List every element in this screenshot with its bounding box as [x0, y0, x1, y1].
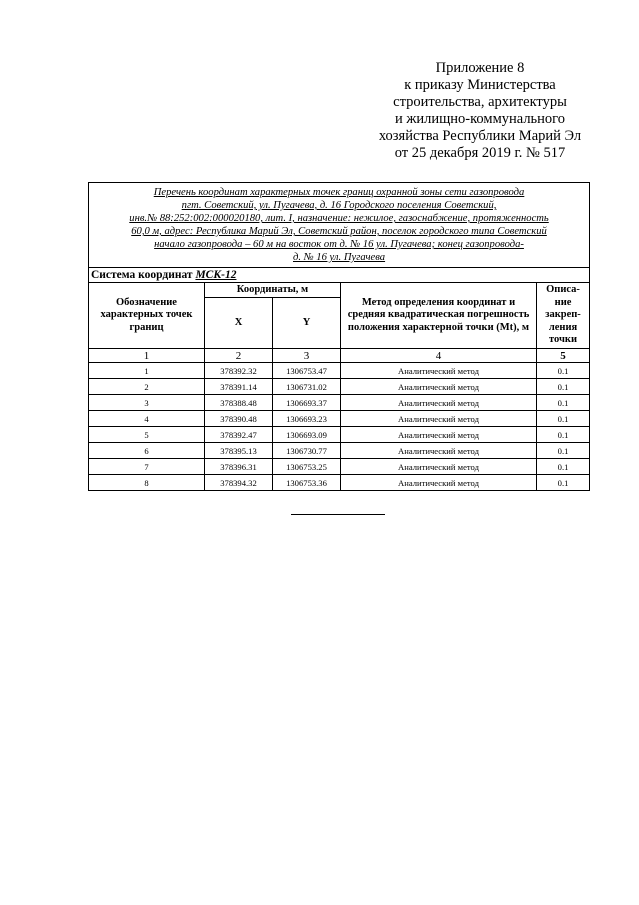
cell-x: 378392.32 [205, 363, 273, 379]
cell-method: Аналитический метод [341, 475, 537, 491]
table-row [89, 427, 590, 443]
cell-method: Аналитический метод [341, 363, 537, 379]
column-numbers-row [89, 349, 590, 363]
header-method: Метод определения координат и средняя квадратическая погрешность положения характерной точки (Mt), м [341, 283, 537, 349]
cell-point: 7 [89, 459, 205, 475]
cell-x: 378391.14 [205, 379, 273, 395]
cell-y: 1306693.23 [273, 411, 341, 427]
cell-mt: 0.1 [537, 379, 590, 395]
cell-y: 1306753.47 [273, 363, 341, 379]
header-x: X [205, 298, 273, 349]
cell-x: 378390.48 [205, 411, 273, 427]
cell-point: 2 [89, 379, 205, 395]
column-number: 1 [89, 349, 205, 363]
cell-y: 1306693.37 [273, 395, 341, 411]
table-row [89, 411, 590, 427]
cell-mt: 0.1 [537, 475, 590, 491]
cell-mt: 0.1 [537, 363, 590, 379]
table-row [89, 395, 590, 411]
cell-point: 6 [89, 443, 205, 459]
cell-method: Аналитический метод [341, 411, 537, 427]
appendix-line: строительства, архитектуры [393, 94, 567, 110]
cell-method: Аналитический метод [341, 427, 537, 443]
cell-y: 1306753.36 [273, 475, 341, 491]
cell-method: Аналитический метод [341, 459, 537, 475]
cell-x: 378394.32 [205, 475, 273, 491]
coordinate-system-label: Система координат [91, 269, 196, 281]
cell-x: 378395.13 [205, 443, 273, 459]
title-line: 60,0 м, адрес: Республика Марий Эл, Советский район, поселок городского типа Советский [131, 226, 547, 237]
appendix-line: от 25 декабря 2019 г. № 517 [394, 145, 566, 161]
appendix-line: и жилищно-коммунального [394, 111, 566, 127]
cell-method: Аналитический метод [341, 443, 537, 459]
cell-point: 5 [89, 427, 205, 443]
appendix-header [330, 60, 630, 162]
cell-method: Аналитический метод [341, 395, 537, 411]
cell-y: 1306693.09 [273, 427, 341, 443]
cell-mt: 0.1 [537, 411, 590, 427]
appendix-line: Приложение 8 [435, 60, 525, 76]
appendix-line: хозяйства Республики Марий Эл [378, 128, 582, 144]
cell-y: 1306730.77 [273, 443, 341, 459]
table-row [89, 459, 590, 475]
column-number: 4 [341, 349, 537, 363]
cell-point: 8 [89, 475, 205, 491]
table-row [89, 475, 590, 491]
header-y: Y [273, 298, 341, 349]
cell-point: 4 [89, 411, 205, 427]
cell-mt: 0.1 [537, 459, 590, 475]
title-line: инв.№ 88:252:002:000020180, лит. I, назначение: нежилое, газоснабжение, протяженность [129, 213, 549, 224]
cell-x: 378392.47 [205, 427, 273, 443]
coordinates-table [88, 182, 590, 491]
table-row [89, 379, 590, 395]
column-number: 3 [273, 349, 341, 363]
title-line: пгт. Советский, ул. Пугачева, д. 16 Городского поселения Советский, [181, 200, 497, 211]
table-row [89, 443, 590, 459]
header-description: Описа-ние закреп-ления точки [537, 283, 590, 349]
cell-x: 378388.48 [205, 395, 273, 411]
header-coords: Координаты, м [205, 283, 341, 298]
cell-x: 378396.31 [205, 459, 273, 475]
title-line: начало газопровода – 60 м на восток от д. № 16 ул. Пугачева; конец газопровода- [154, 239, 524, 250]
appendix-line: к приказу Министерства [404, 77, 556, 93]
cell-method: Аналитический метод [341, 379, 537, 395]
coordinate-system [89, 268, 590, 283]
cell-point: 1 [89, 363, 205, 379]
column-number: 2 [205, 349, 273, 363]
column-number: 5 [537, 349, 590, 363]
header-point: Обозначение характерных точек границ [89, 283, 205, 349]
coordinate-system-value: МСК-12 [195, 269, 237, 281]
table-title [89, 183, 590, 268]
cell-mt: 0.1 [537, 427, 590, 443]
footer-divider [291, 514, 385, 515]
cell-y: 1306753.25 [273, 459, 341, 475]
cell-mt: 0.1 [537, 395, 590, 411]
cell-y: 1306731.02 [273, 379, 341, 395]
cell-point: 3 [89, 395, 205, 411]
cell-mt: 0.1 [537, 443, 590, 459]
title-line: д. № 16 ул. Пугачева [292, 252, 386, 263]
table-row [89, 363, 590, 379]
title-line: Перечень координат характерных точек границ охранной зоны сети газопровода [153, 187, 525, 198]
